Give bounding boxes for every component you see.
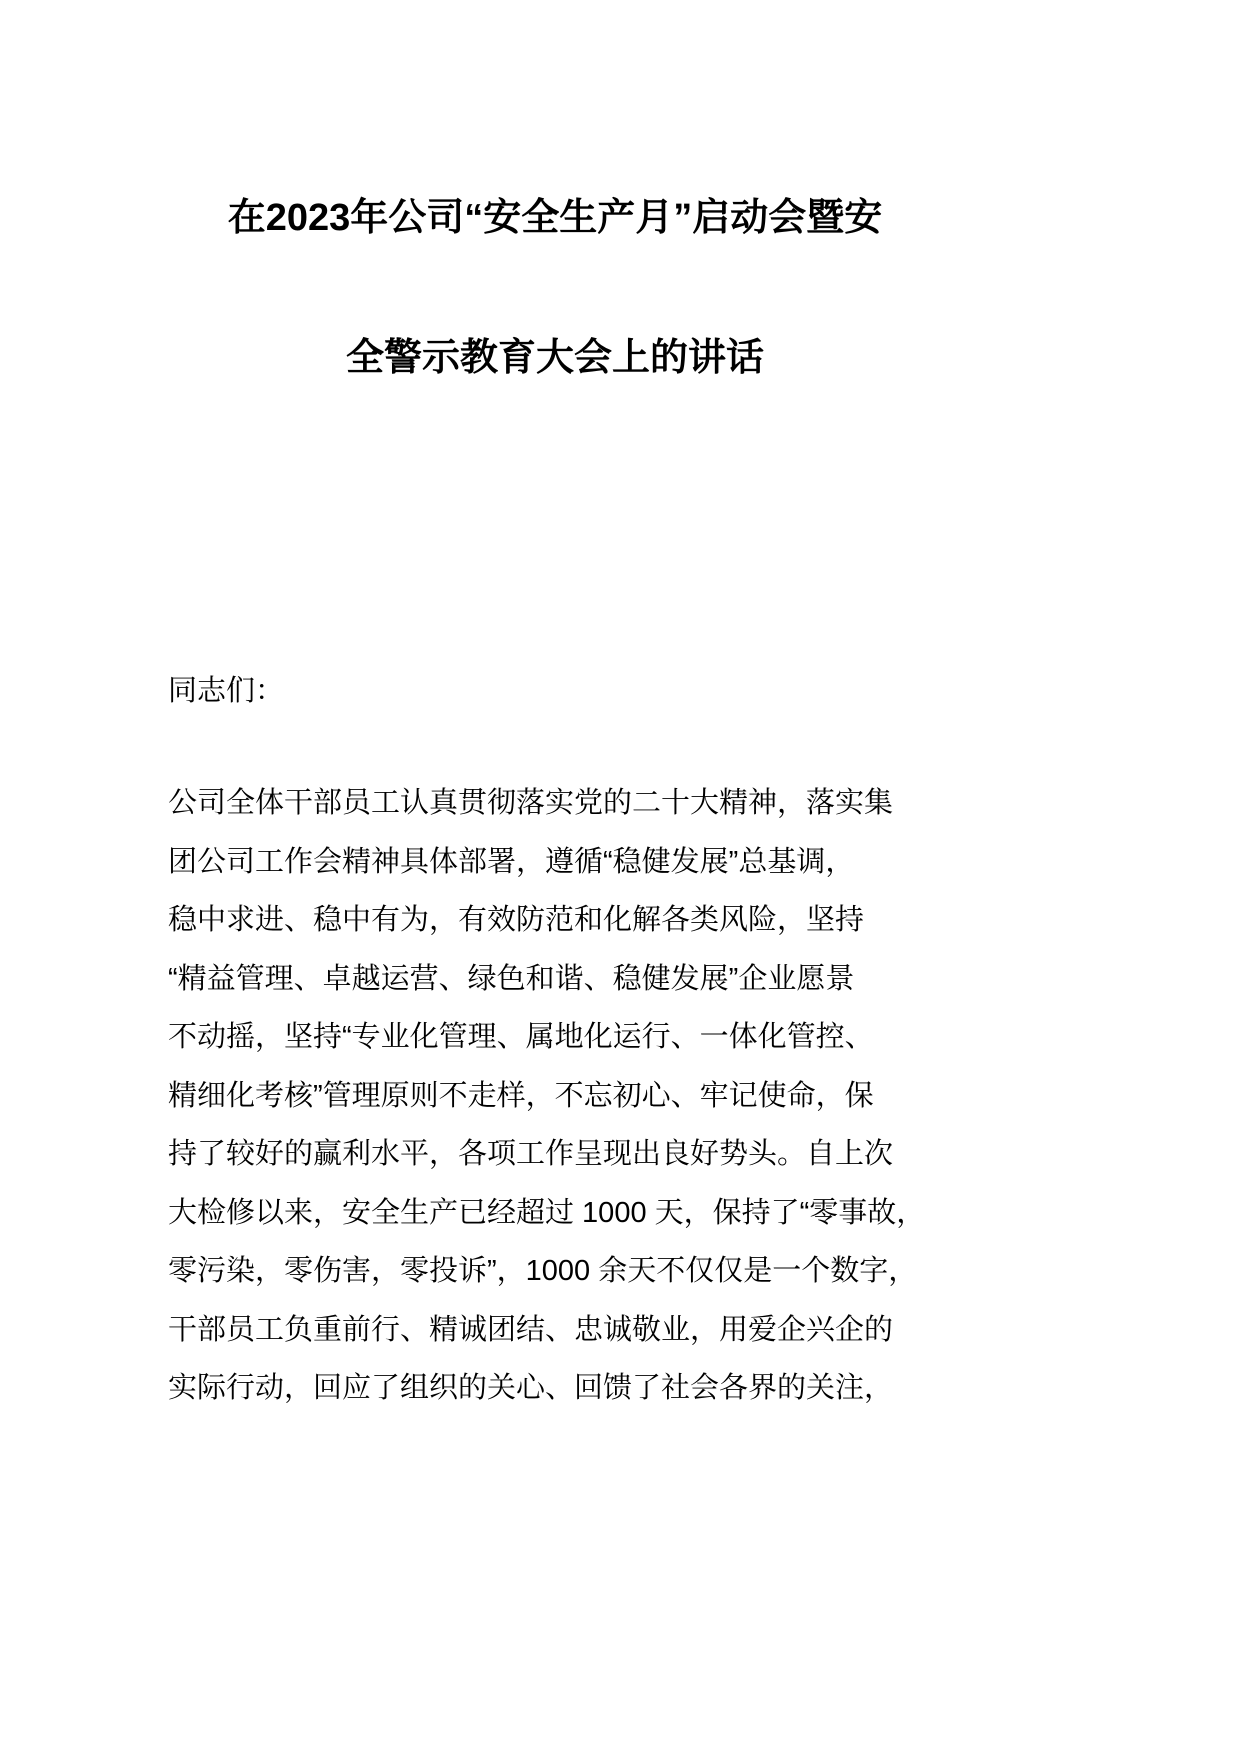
body-line: “精益管理、卓越运营、绿色和谐、稳健发展”企业愿景 — [168, 962, 855, 995]
body-line: 持了较好的赢利水平，各项工作呈现出良好势头。自上次 — [168, 1138, 894, 1170]
body-line: 精细化考核”管理原则不走样，不忘初心、牢记使命，保 — [168, 1079, 874, 1112]
body-line: 零污染，零伤害，零投诉”，1000 余天不仅仅是一个数字， — [168, 1255, 918, 1287]
body-paragraph — [168, 784, 925, 1428]
body-line: 实际行动，回应了组织的关心、回馈了社会各界的关注， — [168, 1372, 894, 1404]
body-line: 稳中求进、稳中有为，有效防范和化解各类风险，坚持 — [168, 904, 865, 936]
salutation: 同志们： — [168, 675, 285, 707]
document-title-line-2: 全警示教育大会上的讲话 — [345, 337, 764, 379]
body-line: 团公司工作会精神具体部署，遵循“稳健发展”总基调， — [168, 845, 855, 878]
body-line: 不动摇，坚持“专业化管理、属地化运行、一体化管控、 — [168, 1021, 874, 1053]
document-title-line-1: 在2023年公司“安全生产月”启动会暨安 — [227, 197, 883, 239]
body-line: 干部员工负重前行、精诚团结、忠诚敬业，用爱企兴企的 — [168, 1313, 894, 1346]
body-line: 公司全体干部员工认真贯彻落实党的二十大精神，落实集 — [168, 787, 894, 819]
body-line: 大检修以来，安全生产已经超过 1000 天，保持了“零事故， — [168, 1196, 926, 1229]
